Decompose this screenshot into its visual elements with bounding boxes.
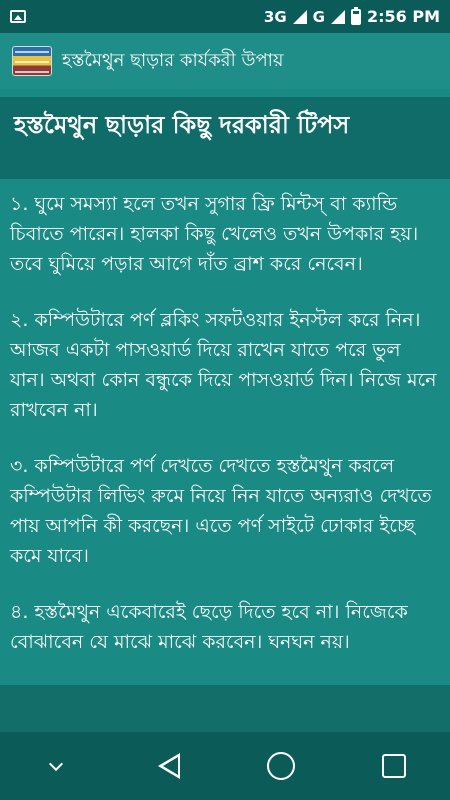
tips-list <box>10 189 440 683</box>
tip-3: ৩. কম্পিউটারে পর্ণ দেখতে দেখতে হস্তমৈথুন করলে কম্পিউটার লিভিং রুমে নিয়ে নিন যাতে অন্যরাও দেখতে পায় আপনি কী করছেন। এতে পর্ণ সাইটে ঢোকার ইচ্ছে কমে যাবে। <box>10 455 432 567</box>
app-title: হস্তমৈথুন ছাড়ার কার্যকরী উপায় <box>62 49 284 71</box>
tip-4: ৪. হস্তমৈথুন একেবারেই ছেড়ে দিতে হবে না। নিজেকে বোঝাবেন যে মাঝে মাঝে করবেন। ঘনঘন নয়। <box>10 601 408 653</box>
recent-apps-button[interactable] <box>364 741 424 791</box>
navigation-bar <box>0 732 450 800</box>
back-icon <box>158 753 180 779</box>
back-button[interactable] <box>139 741 199 791</box>
tip-1: ১. ঘুমে সমস্যা হলে তখন সুগার ফ্রি মিন্টস্ বা ক্যান্ডি চিবাতে পারেন। হালকা কিছু খেলেও তখন উপকার হয়। তবে ঘুমিয়ে পড়ার আগে দাঁত ব্রাশ করে নেবেন। <box>10 193 419 275</box>
network-type-g: G <box>312 7 325 26</box>
network-type-3g: 3G <box>263 7 287 26</box>
article-content[interactable] <box>0 89 450 685</box>
article-heading: হস্তমৈথুন ছাড়ার কিছু দরকারী টিপস <box>14 111 350 139</box>
status-bar <box>0 0 450 33</box>
tip-2: ২. কম্পিউটারে পর্ণ ব্লকিং সফটওয়ার ইনস্টল করে নিন। আজব একটা পাসওয়ার্ড দিয়ে রাখেন যাতে পরে ভুল যান। অথবা কোন বন্ধুকে দিয়ে পাসওয়ার্ড দিন। নিজে মনে রাখবেন না। <box>10 309 437 421</box>
app-logo <box>12 46 52 76</box>
image-notification-icon <box>10 10 26 23</box>
app-bar <box>0 33 450 89</box>
hide-keyboard-button[interactable] <box>26 741 86 791</box>
signal-icon <box>293 10 307 24</box>
ad-banner-area <box>0 685 450 732</box>
signal-icon-2 <box>331 10 345 24</box>
chevron-down-icon <box>49 757 63 771</box>
home-button[interactable] <box>251 741 311 791</box>
battery-icon <box>351 9 361 25</box>
recent-apps-icon <box>382 754 406 778</box>
clock: 2:56 PM <box>366 7 440 26</box>
article-header <box>0 97 450 179</box>
home-icon <box>267 752 295 780</box>
